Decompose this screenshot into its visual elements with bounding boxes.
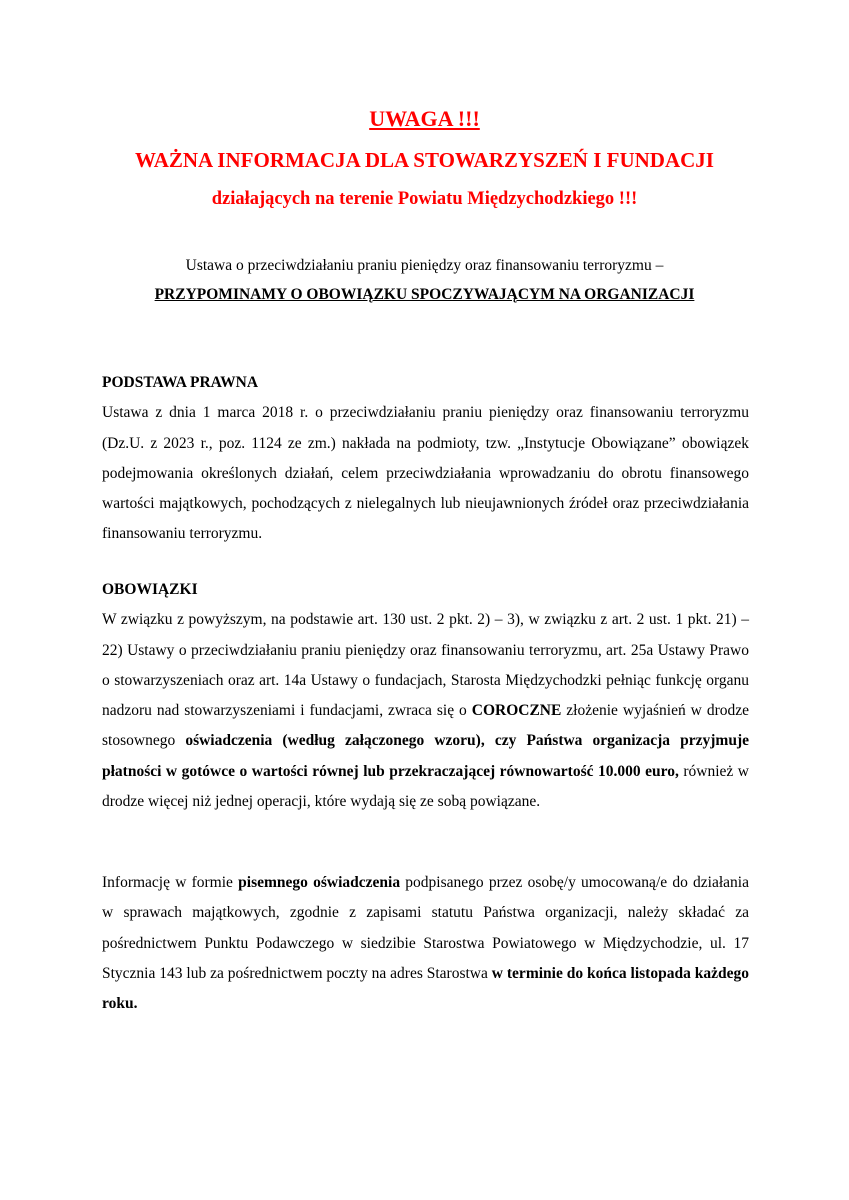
- obligations-text-part3: również w drodze więcej niż jednej operacji, które wydają się ze sobą powiązane.: [102, 762, 749, 811]
- legal-basis-heading: PODSTAWA PRAWNA: [102, 374, 259, 391]
- obligations-text: [102, 605, 749, 817]
- submission-written-declaration: pisemnego oświadczenia: [238, 874, 401, 891]
- obligations-section: [102, 575, 749, 817]
- obligations-heading: OBOWIĄZKI: [102, 581, 198, 598]
- submission-text: [102, 868, 749, 1019]
- obligations-declaration-emphasis: oświadczenia (według załączonego wzoru), czy Państwa organizacja przyjmuje płatności w gotówce o wartości równej lub przekraczającej równowartość 10.000 euro,: [102, 732, 749, 780]
- alert-title: UWAGA !!!: [369, 106, 480, 131]
- legal-basis-text: Ustawa z dnia 1 marca 2018 r. o przeciwdziałaniu praniu pieniędzy oraz finansowaniu terroryzmu (Dz.U. z 2023 r., poz. 1124 ze zm.) nakłada na podmioty, tzw. „Instytucje Obowiązane” obowiązek podejmowania określonych działań, celem przeciwdziałania wprowadzaniu do obrotu finansowego wartości majątkowych, pochodzących z nielegalnych lub nieujawnionych źródeł oraz przeciwdziałania finansowaniu terroryzmu.: [102, 404, 749, 543]
- submission-section: [102, 868, 749, 1019]
- submission-text-part1: Informację w formie: [102, 874, 239, 891]
- notice-subheadline: działających na terenie Powiatu Międzychodzkiego !!!: [211, 189, 638, 209]
- submission-text-part2: podpisanego przez osobę/y umocowaną/e do działania w sprawach majątkowych, zgodnie z zapisami statutu Państwa organizacji, należy składać za pośrednictwem Punktu Podawczego w siedzibie Starostwa Powiatowego w Międzychodzie, ul. 17 Stycznia 143 lub za pośrednictwem poczty na adres Starostwa: [102, 874, 749, 982]
- legal-basis-section: [102, 368, 749, 550]
- obligations-annual-emphasis: COROCZNE: [471, 702, 562, 720]
- act-name: Ustawa o przeciwdziałaniu praniu pieniędzy oraz finansowaniu terroryzmu –: [185, 257, 664, 274]
- obligations-text-part1: W związku z powyższym, na podstawie art. 130 ust. 2 pkt. 2) – 3), w związku z art. 2 ust. 1 pkt. 21) – 22) Ustawy o przeciwdziałaniu praniu pieniędzy oraz finansowaniu terroryzmu, art. 25a Ustawy Prawo o stowarzyszeniach oraz art. 14a Ustawy o fundacjach, Starosta Międzychodzki pełniąc funkcję organu nadzoru nad stowarzyszeniami i fundacjami, zwraca się o: [102, 611, 749, 720]
- submission-deadline: w terminie do końca listopada każdego roku.: [102, 964, 749, 1013]
- notice-headline: WAŻNA INFORMACJA DLA STOWARZYSZEŃ I FUNDACJI: [135, 148, 714, 172]
- obligations-text-part2: złożenie wyjaśnień w drodze stosownego: [102, 702, 749, 750]
- reminder-heading: PRZYPOMINAMY O OBOWIĄZKU SPOCZYWAJĄCYM NA ORGANIZACJI: [154, 286, 695, 303]
